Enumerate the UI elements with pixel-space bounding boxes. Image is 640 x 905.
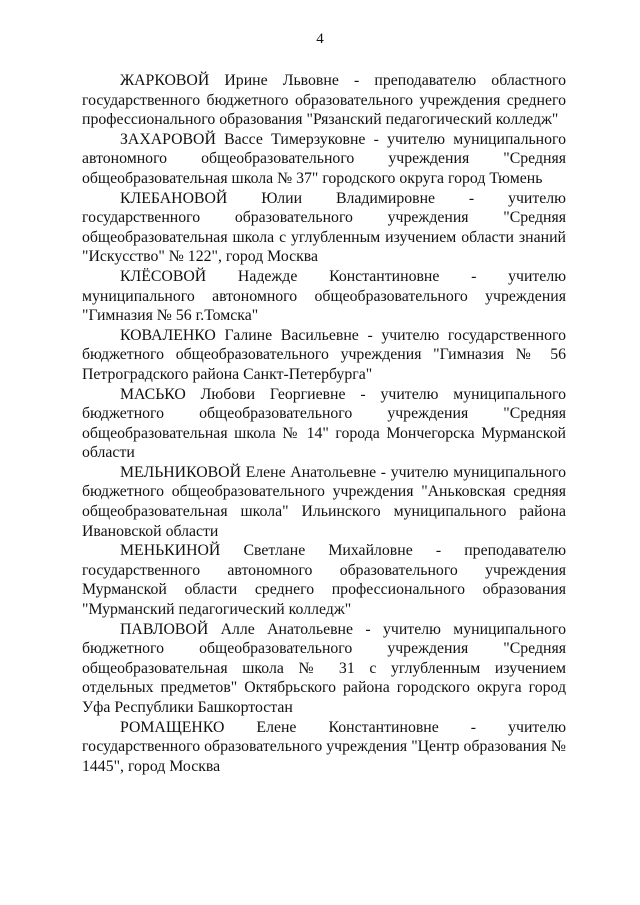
list-item: ПАВЛОВОЙ Алле Анатольевне - учителю муниципального бюджетного общеобразовательного учреждения "Средняя общеобразовательная школа № 31 с углубленным изучением отдельных предметов" Октябрьского района городского округа город Уфа Республики Башкортостан <box>82 620 566 716</box>
list-item: ЖАРКОВОЙ Ирине Львовне - преподавателю областного государственного бюджетного образовательного учреждения среднего профессионального образования "Рязанский педагогический колледж" <box>82 72 566 129</box>
list-item: РОМАЩЕНКО Елене Константиновне - учителю государственного образовательного учреждения "Центр образования № 1445", город Москва <box>82 718 566 775</box>
list-item: КЛЁСОВОЙ Надежде Константиновне - учителю муниципального автономного общеобразовательного учреждения "Гимназия № 56 г.Томска" <box>82 267 566 325</box>
list-item: КОВАЛЕНКО Галине Васильевне - учителю государственного бюджетного общеобразовательного учреждения "Гимназия № 56 Петроградского района Санкт-Петербурга" <box>82 326 566 383</box>
award-list <box>82 71 566 776</box>
list-item: МАСЬКО Любови Георгиевне - учителю муниципального бюджетного общеобразовательного учреждения "Средняя общеобразовательная школа № 14" города Мончегорска Мурманской области <box>82 385 566 462</box>
list-item: ЗАХАРОВОЙ Вассе Тимерзуковне - учителю муниципального автономного общеобразовательного учреждения "Средняя общеобразовательная школа № 37" городского округа город Тюмень <box>82 130 566 187</box>
list-item: МЕЛЬНИКОВОЙ Елене Анатольевне - учителю муниципального бюджетного общеобразовательного учреждения "Аньковская средняя общеобразовательная школа" Ильинского муниципального района Ивановской области <box>82 463 566 540</box>
list-item: МЕНЬКИНОЙ Светлане Михайловне - преподавателю государственного автономного образовательного учреждения Мурманской области среднего профессионального образования "Мурманский педагогический колледж" <box>82 542 566 619</box>
list-item: КЛЕБАНОВОЙ Юлии Владимировне - учителю государственного образовательного учреждения "Средняя общеобразовательная школа с углубленным изучением области знаний "Искусство" № 122", город Москва <box>82 189 566 266</box>
page-number: 4 <box>316 31 324 47</box>
